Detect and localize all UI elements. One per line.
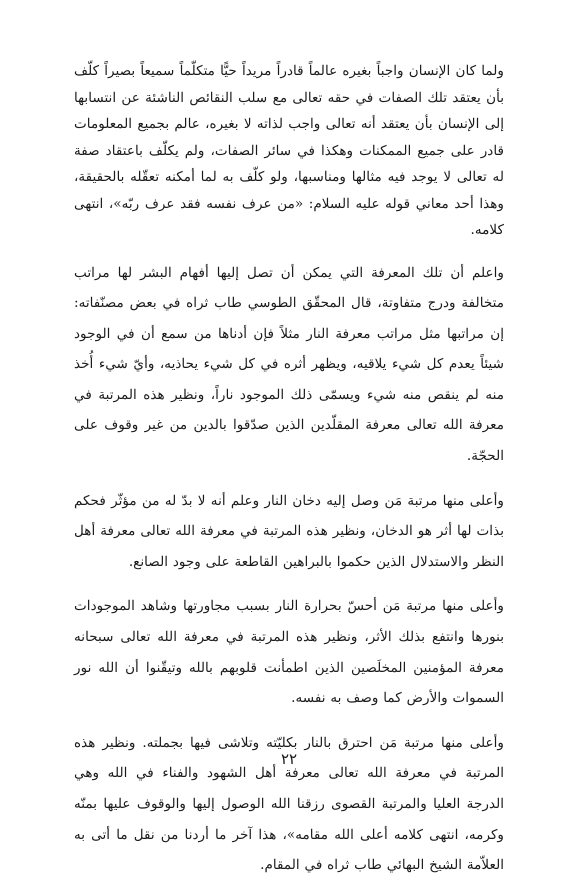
paragraph-1: ولما كان الإنسان واجباً بغيره عالماً قادراً مريداً حيًّا متكلّماً سميعاً بصيراً كلّف بأن يعتقد تلك الصفات في حقه تعالى مع سلب النقائص الناشئة عن انتسابها إلى الإنسان بأن يعتقد أنه تعالى واجب لذاته لا بغيره، عالم بجميع المعلومات قادر على جميع الممكنات وهكذا في سائر الصفات، ولم يكلّف باعتقاد صفة له تعالى لا يوجد فيه مثالها ومناسبها، ولو كلّف به لما أمكنه تعقّله بالحقيقة، وهذا أحد معاني قوله عليه السلام: «من عرف نفسه فقد عرف ربّه»، انتهى كلامه. <box>74 63 504 238</box>
paragraph-4: وأعلى منها مرتبة مَن أحسّ بحرارة النار بسبب مجاورتها وشاهد الموجودات بنورها وانتفع بذلك الأثر، ونظير هذه المرتبة في معرفة الله تعالى سبحانه معرفة المؤمنين المخلَصين الذين اطمأنت قلوبهم بالله وتيقّنوا أن الله نور السموات والأرض كما وصف به نفسه. <box>74 598 504 707</box>
paragraph-3: وأعلى منها مرتبة مَن وصل إليه دخان النار وعلم أنه لا بدّ له من مؤثّر فحكم بذات لها أثر هو الدخان، ونظير هذه المرتبة في معرفة الله تعالى معرفة أهل النظر والاستدلال الذين حكموا بالبراهين القاطعة على وجود الصانع. <box>74 492 504 570</box>
page-body <box>74 58 504 895</box>
paragraph-5: وأعلى منها مرتبة مَن احترق بالنار بكليّته وتلاشى فيها بجملته. ونظير هذه المرتبة في معرفة الله تعالى معرفة أهل الشهود والفناء في الله وهي الدرجة العليا والمرتبة القصوى رزقنا الله الوصول إليها والوقوف عليها بمنّه وكرمه، انتهى كلامه أعلى الله مقامه»، هذا آخر ما أردنا من نقل ما أتى به العلاّمة الشيخ البهائي طاب ثراه في المقام. <box>74 734 504 874</box>
paragraph-2: واعلم أن تلك المعرفة التي يمكن أن تصل إليها أفهام البشر لها مراتب متخالفة ودرج متفاوتة، قال المحقّق الطوسي طاب ثراه في بعض مصنّفاته: إن مراتبها مثل مراتب معرفة النار مثلاً فإن أدناها من سمع أن في الوجود شيئاً يعدم كل شيء يلاقيه، ويظهر أثره في كل شيء يحاذيه، وأيّ شيء أُخذ منه لم ينقص منه شيء ويسمّى ذلك الموجود ناراً، ونظير هذه المرتبة في معرفة الله تعالى معرفة المقلّدين الذين صدّقوا بالدين من غير وقوف على الحجّة. <box>74 264 504 465</box>
page-number: ٢٢ <box>280 750 298 768</box>
